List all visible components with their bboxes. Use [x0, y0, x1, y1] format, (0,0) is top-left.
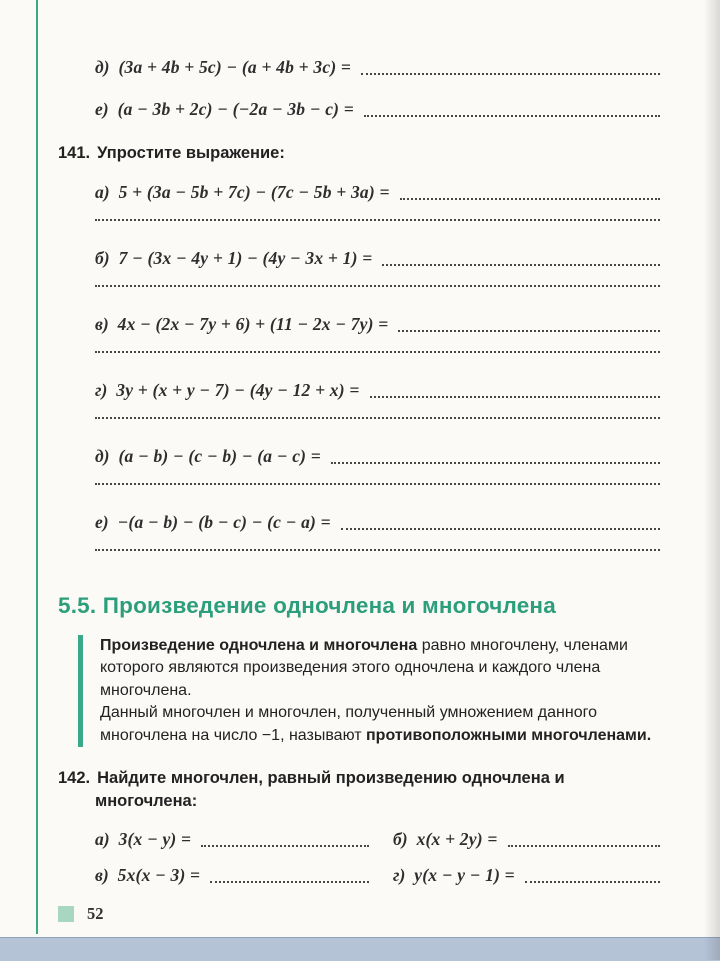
expression: 4x − (2x − 7y + 6) + (11 − 2x − 7y) = — [117, 313, 389, 334]
answer-dots-leader — [525, 881, 660, 883]
exercise-item — [58, 443, 662, 485]
answer-dots-line — [95, 417, 660, 419]
answer-dots-leader — [361, 73, 660, 75]
expression: 7 − (3x − 4y + 1) − (4y − 3x + 1) = — [118, 247, 373, 268]
expression: (a − 3b + 2c) − (−2a − 3b − c) = — [117, 99, 354, 119]
definition-block — [78, 635, 662, 748]
page-content — [58, 0, 662, 888]
exercise-142-statement — [58, 767, 662, 812]
definition-term: противоположными многочленами. — [366, 726, 652, 744]
exercise-item — [58, 509, 662, 551]
exercise-title: Упростите выражение: — [97, 144, 285, 162]
answer-dots-leader — [210, 881, 369, 883]
answer-dots-leader — [398, 330, 660, 332]
page-number: 52 — [87, 904, 104, 923]
exercise-item — [58, 245, 662, 287]
page-right-edge-shadow — [704, 0, 720, 960]
answer-dots-leader — [382, 264, 660, 266]
exercise-141-statement — [58, 142, 662, 165]
section-heading: 5.5. Произведение одночлена и многочлена — [58, 592, 556, 618]
answer-dots-leader — [364, 115, 660, 117]
exercise-number: 141. — [58, 144, 91, 162]
exercise-item — [95, 862, 371, 888]
answer-dots-leader — [400, 198, 660, 200]
exercise-title: Найдите многочлен, равный произведению одночлена и многочлена: — [95, 769, 565, 810]
answer-dots-line — [95, 483, 660, 485]
item-label: б) — [95, 247, 110, 268]
expression: 5x(x − 3) = — [117, 865, 201, 885]
item-label: е) — [95, 99, 109, 119]
exercise-item — [393, 862, 662, 888]
expression: (3a + 4b + 5c) − (a + 4b + 3c) = — [118, 57, 352, 77]
expression: x(x + 2y) = — [416, 829, 498, 849]
exercise-item — [58, 377, 662, 419]
item-label: в) — [95, 313, 109, 334]
item-label: е) — [95, 511, 109, 532]
expression: 3y + (x + y − 7) − (4y − 12 + x) = — [116, 379, 360, 400]
item-label: г) — [95, 379, 108, 400]
item-label: д) — [95, 57, 110, 77]
expression: y(x − y − 1) = — [414, 865, 515, 885]
exercise-142-items — [95, 826, 662, 888]
page-bottom-edge — [0, 937, 720, 961]
exercise-item — [58, 179, 662, 221]
answer-dots-leader — [341, 528, 660, 530]
expression: −(a − b) − (b − c) − (c − a) = — [117, 511, 331, 532]
answer-dots-leader — [508, 845, 660, 847]
answer-dots-leader — [201, 845, 369, 847]
exercise-item — [393, 826, 662, 852]
exercise-item — [95, 96, 662, 122]
item-label: а) — [95, 181, 110, 202]
definition-paragraph: Произведение одночлена и многочлена равно многочлену, членами которого являются произведения этого одночлена и каждого члена многочлена. — [100, 636, 628, 699]
answer-dots-line — [95, 549, 660, 551]
exercise-item — [95, 826, 371, 852]
item-label: д) — [95, 445, 110, 466]
answer-dots-leader — [331, 462, 660, 464]
answer-dots-leader — [370, 396, 660, 398]
left-margin-rule — [36, 0, 38, 934]
answer-dots-line — [95, 285, 660, 287]
expression: 5 + (3a − 5b + 7c) − (7c − 5b + 3a) = — [118, 181, 390, 202]
item-label: б) — [393, 829, 408, 849]
definition-term: Произведение одночлена и многочлена — [100, 636, 418, 654]
page-footer — [58, 904, 104, 924]
answer-dots-line — [95, 351, 660, 353]
exercise-item — [95, 54, 662, 80]
page-number-marker — [58, 906, 74, 922]
item-label: а) — [95, 829, 110, 849]
item-label: г) — [393, 865, 406, 885]
expression: (a − b) − (c − b) − (a − c) = — [118, 445, 321, 466]
definition-paragraph: Данный многочлен и многочлен, полученный умножением данного многочлена на число −1, называют противоположными многочленами. — [100, 704, 652, 744]
answer-dots-line — [95, 219, 660, 221]
expression: 3(x − y) = — [118, 829, 192, 849]
exercise-number: 142. — [58, 769, 91, 787]
item-label: в) — [95, 865, 109, 885]
exercise-item — [58, 311, 662, 353]
